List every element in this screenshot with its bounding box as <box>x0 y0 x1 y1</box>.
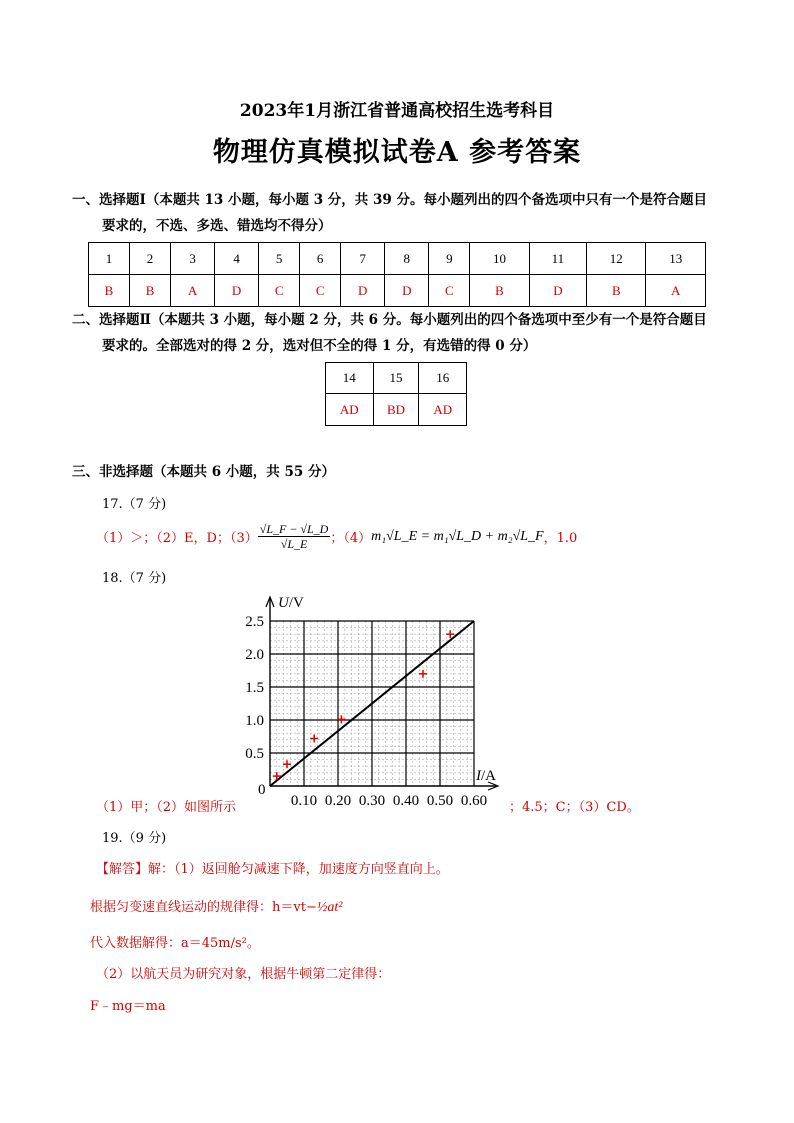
section3-heading: 三、非选择题（本题共 6 小题，共 55 分） <box>72 464 335 480</box>
x-tick-label: 0.10 <box>290 793 318 809</box>
y-axis-label-unit: /V <box>288 595 304 611</box>
x-axis-label-symbol: I <box>476 768 481 784</box>
question-number-cell: 7 <box>341 243 385 275</box>
data-point <box>283 760 291 768</box>
q19-line4: （2）以航天员为研究对象，根据牛顿第二定律得： <box>96 967 391 982</box>
x-tick-label: 0.20 <box>324 793 352 809</box>
y-tick-label: 1.0 <box>245 713 264 729</box>
y-axis-label <box>278 595 304 611</box>
section1-heading-line1: 一、选择题Ⅰ（本题共 13 小题，每小题 3 分，共 39 分。每小题列出的四个备选项中只有一个是符合题目 <box>72 192 707 208</box>
section1-heading-line2: 要求的，不选、多选、错选均不得分） <box>102 218 332 234</box>
q17-fraction <box>258 522 331 551</box>
answer-cell: B <box>89 275 130 307</box>
graph-tick-labels <box>245 595 496 809</box>
q17-fraction-denominator: √L_E <box>280 537 308 551</box>
answer-cell: AD <box>419 394 467 426</box>
answer-cell: D <box>385 275 429 307</box>
y-tick-label: 2.0 <box>245 647 264 663</box>
q19-line2-math: ½at² <box>316 900 343 915</box>
q18-label: 18.（7 分) <box>102 571 167 586</box>
doc-title-line2: 物理仿真模拟试卷A 参考答案 <box>212 137 582 168</box>
q17-fraction-numerator: √L_F − √L_D <box>259 522 329 536</box>
q18-answer-prefix: （1）甲；（2）如图所示 <box>96 800 237 815</box>
answer-cell: A <box>171 275 215 307</box>
question-number-cell: 11 <box>529 243 586 275</box>
question-number-cell: 13 <box>646 243 706 275</box>
y-axis-label-symbol: U <box>278 595 289 611</box>
x-tick-label: 0.40 <box>392 793 420 809</box>
question-number-cell: 3 <box>171 243 215 275</box>
question-number-cell: 8 <box>385 243 429 275</box>
x-tick-label: 0.30 <box>358 793 386 809</box>
origin-label: 0 <box>258 782 266 798</box>
question-number-cell: 10 <box>470 243 529 275</box>
data-point <box>337 715 345 723</box>
question-number-cell: 12 <box>587 243 646 275</box>
q19-line5: F﹣mg＝ma <box>90 999 166 1014</box>
section2-heading-line2: 要求的。全部选对的得 2 分，选对但不全的得 1 分，有选错的得 0 分） <box>102 338 537 354</box>
data-point <box>419 670 427 678</box>
q17-equation: m₁√L_E = m₁√L_D + m₂√L_F <box>371 528 544 544</box>
data-point <box>310 734 318 742</box>
q17-answer <box>96 522 577 551</box>
doc-title-line1: 2023年1月浙江省普通高校招生选考科目 <box>239 101 555 121</box>
q19-line1: 【解答】解：（1）返回舱匀减速下降，加速度方向竖直向上。 <box>96 862 449 877</box>
q17-part3: ，1.0 <box>543 531 578 546</box>
x-tick-label: 0.50 <box>426 793 454 809</box>
y-tick-label: 1.5 <box>245 680 264 696</box>
section2-heading-line1: 二、选择题Ⅱ（本题共 3 小题，每小题 2 分，共 6 分。每小题列出的四个备选项中至少有一个是符合题目 <box>72 312 707 328</box>
question-number-cell: 16 <box>419 363 467 394</box>
answer-cell: B <box>470 275 529 307</box>
q19-label: 19.（9 分) <box>102 831 167 846</box>
x-axis-label-unit: /A <box>481 768 496 784</box>
answer-cell: C <box>259 275 300 307</box>
answer-cell: AD <box>326 394 374 426</box>
graph-data-points <box>273 630 454 780</box>
answer-cell: B <box>130 275 171 307</box>
question-number-cell: 2 <box>130 243 171 275</box>
answer-cell: D <box>215 275 259 307</box>
u-i-graph <box>236 590 506 812</box>
q17-part2: ；（4） <box>330 531 372 546</box>
y-tick-label: 2.5 <box>245 614 264 630</box>
section2-answer-table <box>325 362 467 426</box>
y-tick-label: 0.5 <box>245 746 264 762</box>
question-number-cell: 6 <box>300 243 341 275</box>
question-number-cell: 15 <box>373 363 419 394</box>
section1-answer-table <box>88 242 706 307</box>
q17-label: 17.（7 分) <box>102 497 167 512</box>
answer-cell: C <box>429 275 470 307</box>
answer-cell: B <box>587 275 646 307</box>
answer-cell: D <box>341 275 385 307</box>
question-number-cell: 1 <box>89 243 130 275</box>
q18-answer-suffix: ；4.5；C；（3）CD。 <box>509 800 640 815</box>
answer-cell: BD <box>373 394 419 426</box>
x-tick-label: 0.60 <box>460 793 488 809</box>
q19-line2-text: 根据匀变速直线运动的规律得：h＝vt− <box>90 900 317 915</box>
x-axis-label <box>475 768 496 784</box>
q19-line3: 代入数据解得：a＝45m/s²。 <box>90 936 260 951</box>
answer-cell: C <box>300 275 341 307</box>
question-number-cell: 4 <box>215 243 259 275</box>
question-number-cell: 14 <box>326 363 374 394</box>
answer-cell: D <box>529 275 586 307</box>
answer-cell: A <box>646 275 706 307</box>
q17-part1: （1）＞；（2）E，D；（3） <box>96 531 258 546</box>
q19-line2 <box>90 896 342 916</box>
question-number-cell: 5 <box>259 243 300 275</box>
question-number-cell: 9 <box>429 243 470 275</box>
